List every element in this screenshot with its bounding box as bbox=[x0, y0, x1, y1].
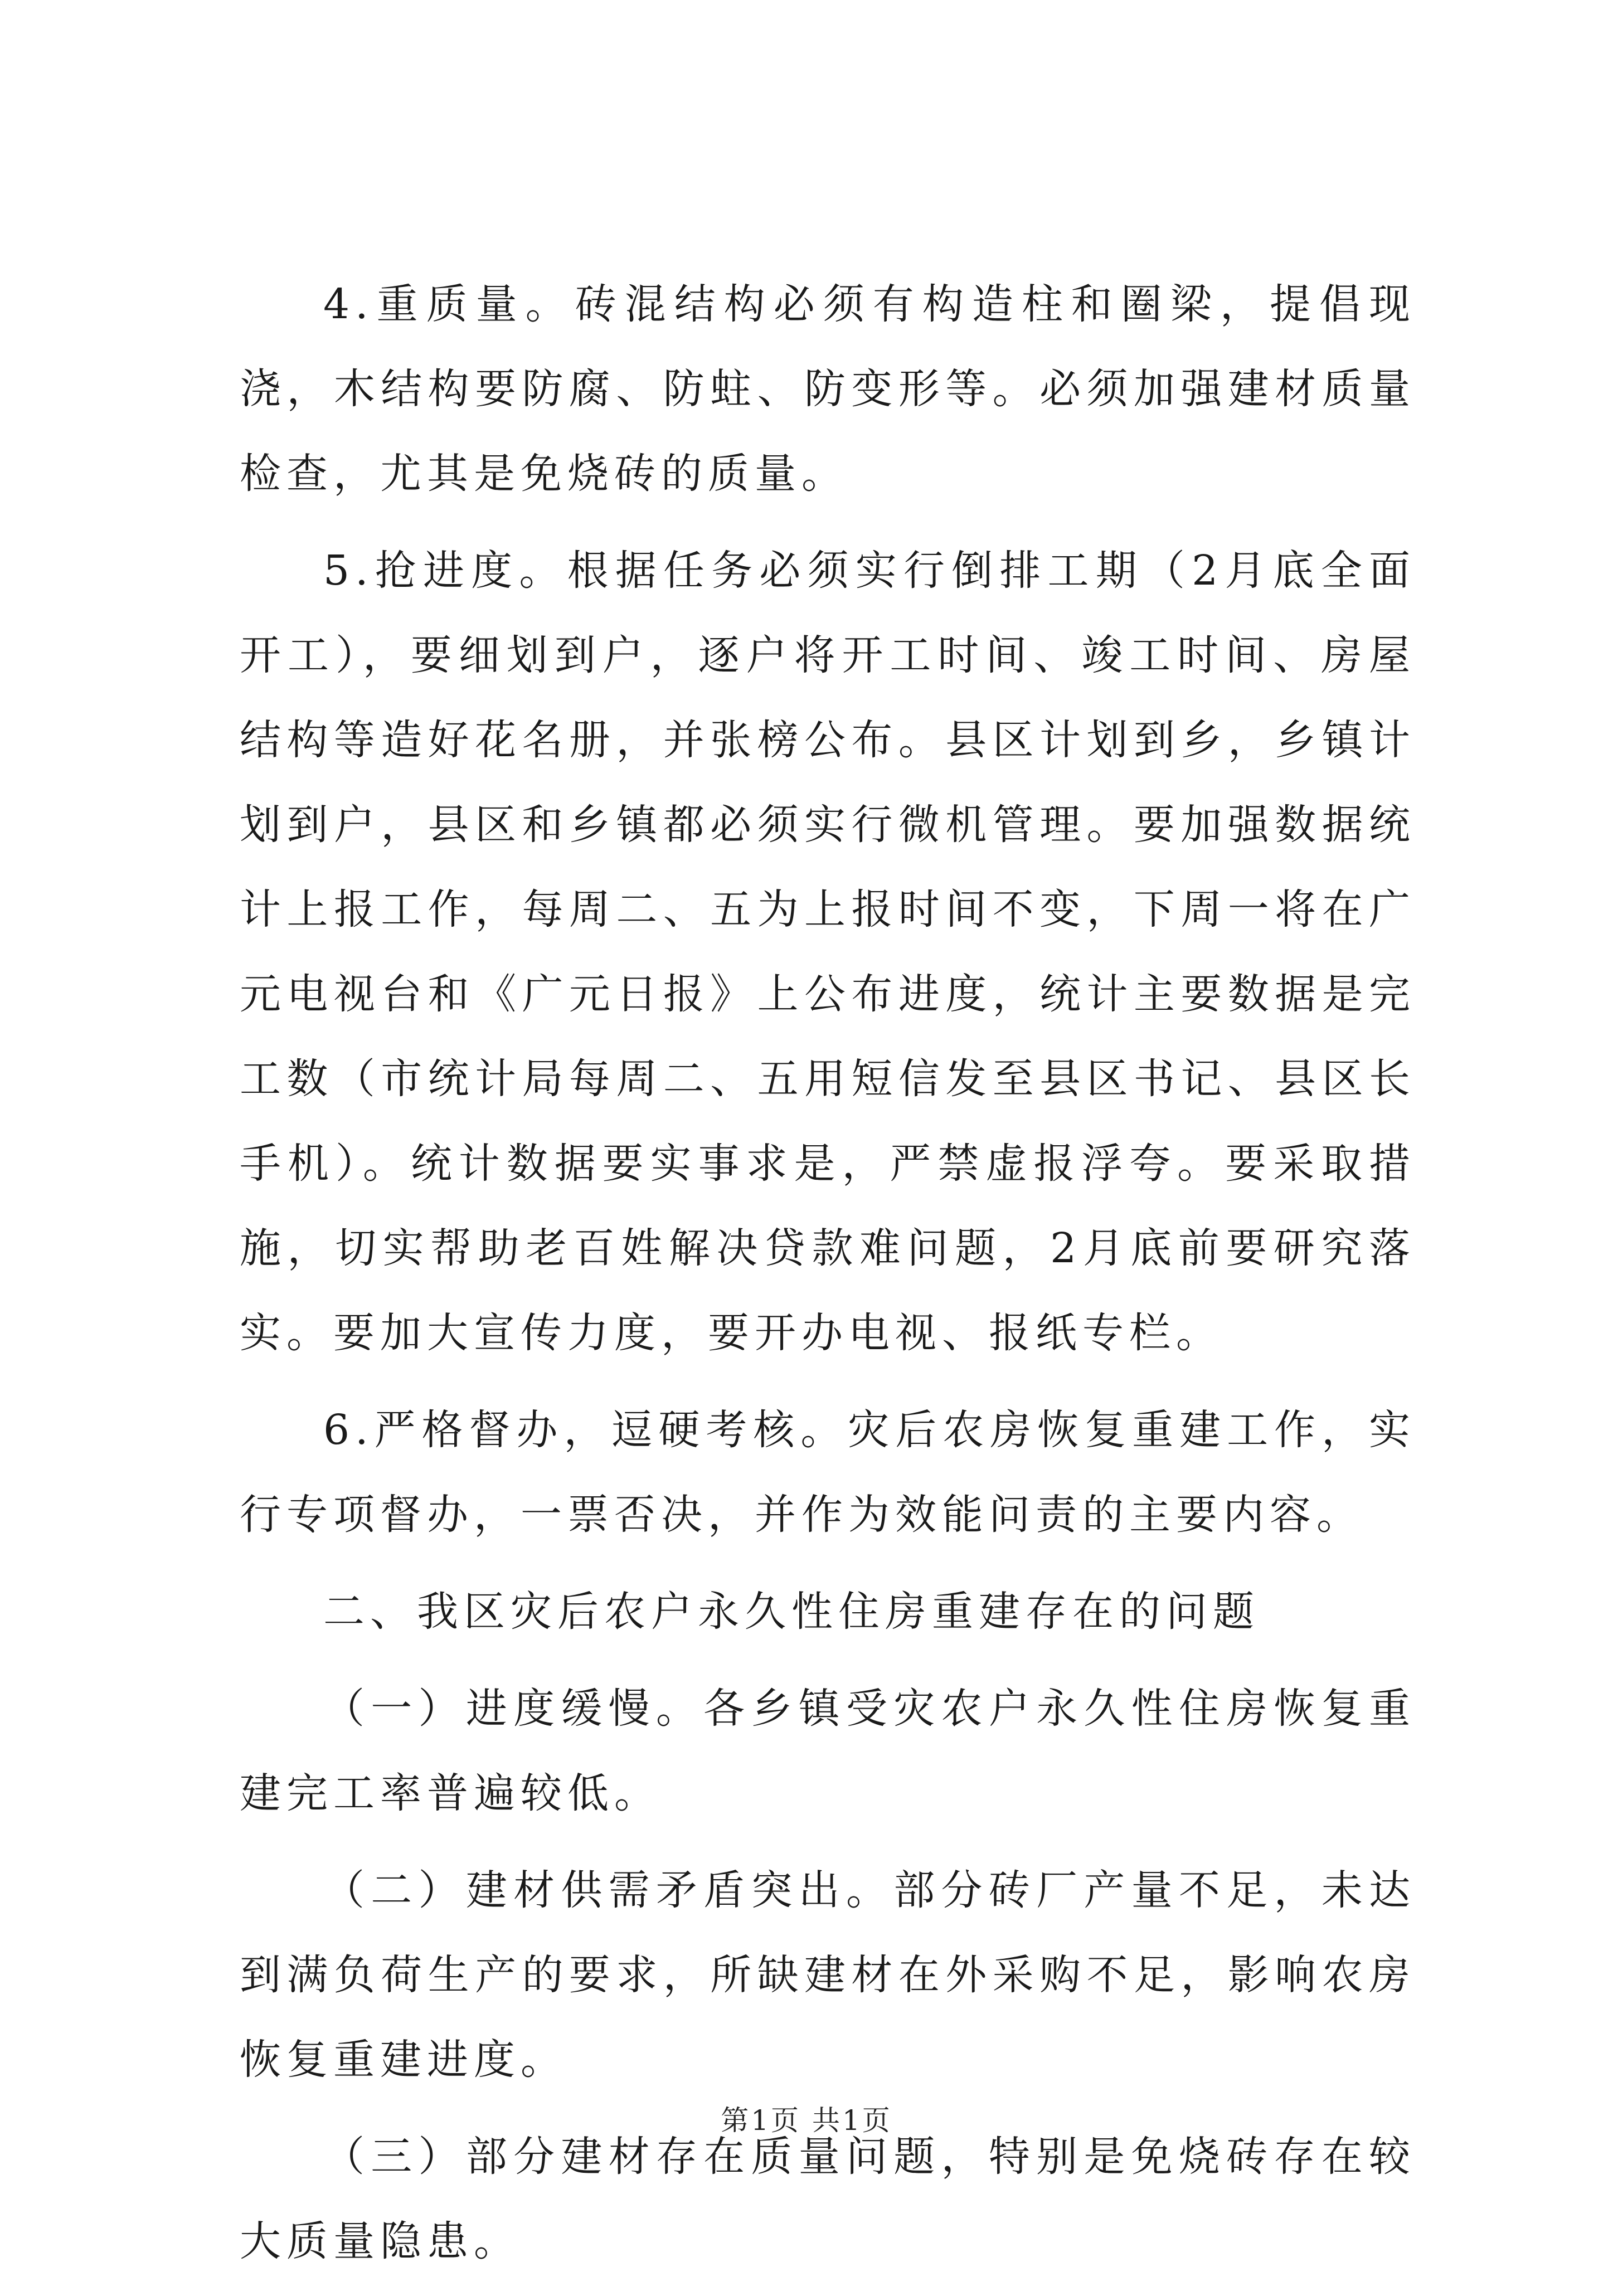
document-body bbox=[240, 262, 1416, 2296]
paragraph-problem-2: （二）建材供需矛盾突出。部分砖厂产量不足，未达到满负荷生产的要求，所缺建材在外采购不足，影响农房恢复重建进度。 bbox=[240, 1866, 1416, 2084]
page-footer: 第1页 共1页 bbox=[721, 2104, 892, 2137]
section-heading-problems: 二、我区灾后农户永久性住房重建存在的问题 bbox=[323, 1588, 1260, 1636]
paragraph-problem-1: （一）进度缓慢。各乡镇受灾农户永久性住房恢复重建完工率普遍较低。 bbox=[240, 1685, 1416, 1817]
paragraph-progress: 5.抢进度。根据任务必须实行倒排工期（2月底全面开工），要细划到户，逐户将开工时间、竣工时间、房屋结构等造好花名册，并张榜公布。县区计划到乡，乡镇计划到户，县区和乡镇都必须实行微机管理。要加强数据统计上报工作，每周二、五为上报时间不变，下周一将在广元电视台和《广元日报》上公布进度，统计主要数据是完工数（市统计局每周二、五用短信发至县区书记、县区长手机）。统计数据要实事求是，严禁虚报浮夸。要采取措施，切实帮助老百姓解决贷款难问题，2月底前要研究落实。要加大宣传力度，要开办电视、报纸专栏。 bbox=[240, 547, 1416, 1357]
paragraph-quality: 4.重质量。砖混结构必须有构造柱和圈梁，提倡现浇，木结构要防腐、防蛀、防变形等。必须加强建材质量检查，尤其是免烧砖的质量。 bbox=[240, 280, 1416, 498]
paragraph-problem-3: （三）部分建材存在质量问题，特别是免烧砖存在较大质量隐患。 bbox=[240, 2133, 1416, 2265]
paragraph-supervision: 6.严格督办，逗硬考核。灾后农房恢复重建工作，实行专项督办，一票否决，并作为效能问责的主要内容。 bbox=[240, 1406, 1416, 1539]
